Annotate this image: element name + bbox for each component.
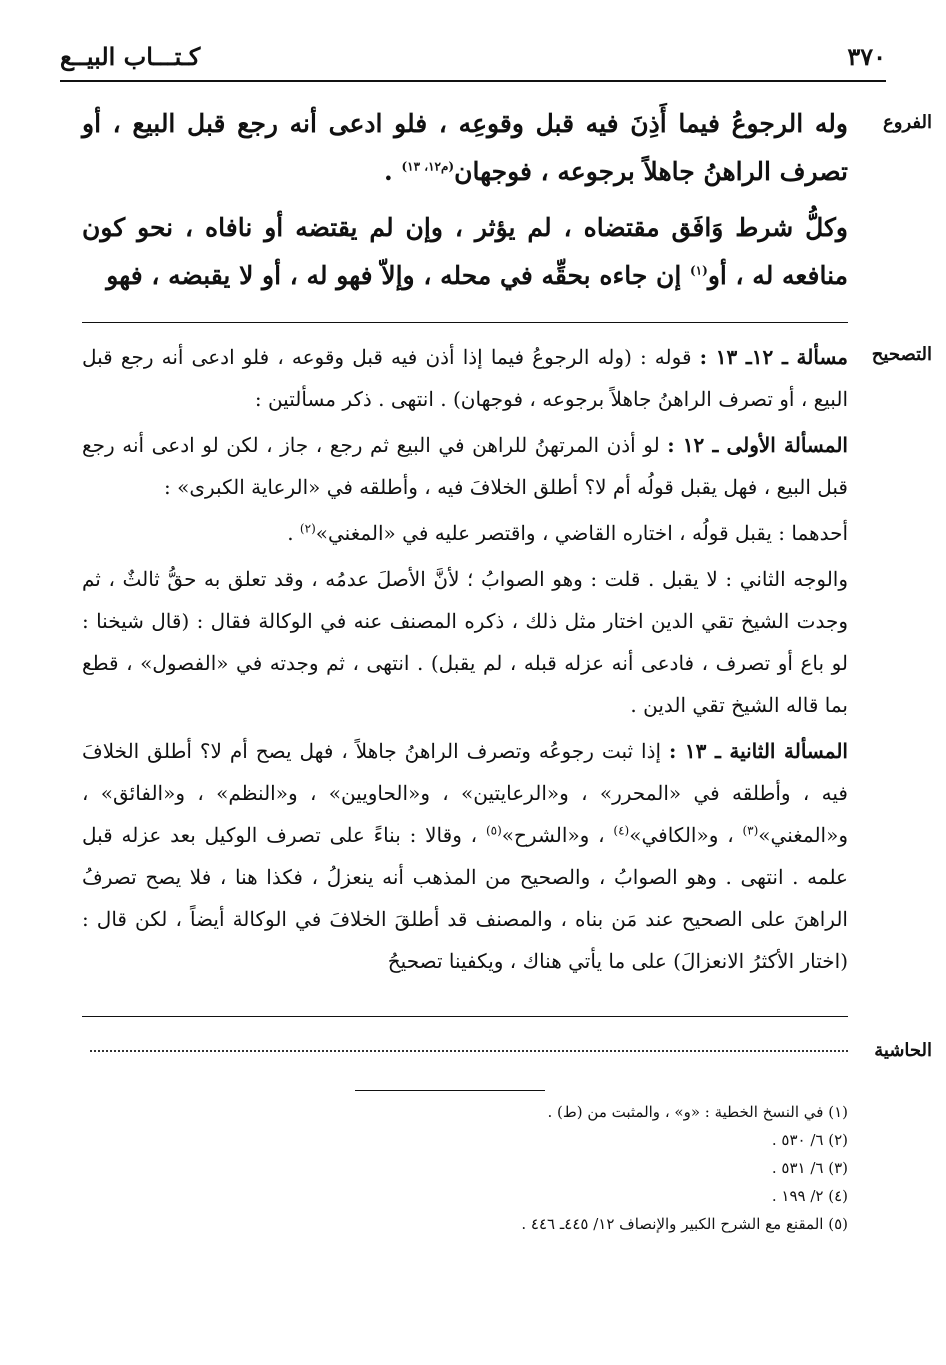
second-issue: المسألة الثانية ـ ١٣ : إذا ثبت رجوعُه وتصرف الراهنُ جاهلاً ، فهل يصح أم لا؟ أطلق الخلافَ فيه ، وأطلقه في «المحرر» ، و«الرعايتين» ، و«الحاويين» ، و«النظم» ، و«الفائق» ، و«المغني»$^{(٣)}$ ، و«الكافي»$^{(٤)}$ ، و«الشرح»$^{(٥)}$ ، وقالا : بناءً على تصرف الوكيل بعد عزله قبل علمه . انتهى . وهو الصوابُ ، والصحيح من المذهب أنه ينعزلُ ، فكذا هنا ، فلا يصح تصرفُ الراهنَ على الصحيح عند مَن بناه ، والمصنف قد أطلقَ الخلافَ في الوكالة أيضاً ، لكن قال : (اختار الأكثرُ الانعزالَ) على ما يأتي هناك ، ويكفينا تصحيحُ [82,739,848,973]
margin-label-hashiya: الحاشية [874,1040,932,1061]
footnote-ref-3: (٣) [742,823,759,838]
footnote-ref-2: (٢) [299,521,316,536]
furu-section [82,100,848,300]
footnotes [200,1098,848,1238]
header-rule [60,80,886,82]
first-issue-heading: المسألة الأولى ـ ١٢ : [667,433,848,457]
second-issue-heading: المسألة الثانية ـ ١٣ : [668,739,848,763]
second-opinion: والوجه الثاني : لا يقبل . قلت : وهو الصوابُ ؛ لأنَّ الأصلَ عدمُه ، وقد تعلق به حقُّ ثالثٌ ، ثم وجدت الشيخ تقي الدين اختار مثل ذلك ، ذكره المصنف عنه في الوكالة فقال : (قال شيخنا : لو باع أو تصرف ، فادعى أنه عزله قبله ، لم يقبل) . انتهى ، ثم وجدته في «الفصول» ، قطع بما قاله الشيخ تقي الدين . [82,567,848,717]
margin-label-tashih: التصحيح [871,344,932,365]
footnote-rule [355,1090,545,1091]
hashiya-dotted-line [90,1050,848,1052]
first-issue: المسألة الأولى ـ ١٢ : لو أذن المرتهنُ للراهن في البيع ثم رجع ، جاز ، لكن لو ادعى أنه رجع قبل البيع ، فهل يقبل قولُه أم لا؟ أطلق الخلافَ فيه ، وأطلقه في «الرعاية الكبرى» : [82,433,848,499]
section-divider-bottom [82,1016,848,1017]
page-header [60,40,886,76]
book-title: كـتـــاب البيــع [60,42,201,71]
furu-paragraph-1: وله الرجوعُ فيما أَذِنَ فيه قبل وقوعِه ، فلو ادعى أنه رجع قبل البيع ، أو تصرف الراهنُ جاهلاً برجوعه ، فوجهان$^{(م١٢، ١٣)}$ . [82,109,848,186]
footnote-ref-4: (٤) [613,823,630,838]
footnote-item: (٤) ٢/ ١٩٩ . [771,1187,848,1205]
masala-intro: مسألة ـ ١٢ـ ١٣ : قوله : (وله الرجوعُ فيما إذا أذن فيه قبل وقوعه ، فلو ادعى أنه رجع قبل البيع ، أو تصرف الراهنُ جاهلاً برجوعه ، فوجهان) . انتهى . ذكر مسألتين : [82,345,848,411]
footnote-item: (١) في النسخ الخطية : «و» ، والمثبت من (ط) . [547,1103,848,1121]
footnote-item: (٢) ٦/ ٥٣٠ . [771,1131,848,1149]
footnote-item: (٥) المقنع مع الشرح الكبير والإنصاف ١٢/ ٤٤٥ـ ٤٤٦ . [521,1215,848,1233]
footnote-ref-5: (٥) [485,823,502,838]
masala-heading: مسألة ـ ١٢ـ ١٣ : [699,345,848,369]
first-opinion: أحدهما : يقبل قولُه ، اختاره القاضي ، واقتصر عليه في «المغني»$^{(٢)}$ . [287,521,848,545]
tashih-section [82,336,848,982]
furu-ref: (م١٢، ١٣) [401,159,455,174]
furu-paragraph-2: وكلُّ شرط وَافَق مقتضاه ، لم يؤثر ، وإن لم يقتضه أو نافاه ، نحو كون منافعه له ، أو$^{(١)}$ إن جاءه بحقِّه في محله ، وإلاّ فهو له ، أو لا يقبضه ، فهو [82,213,848,290]
section-divider [82,322,848,323]
page-number: ٣٧٠ [847,42,886,71]
footnote-ref-1: (١) [689,263,708,278]
margin-label-furu: الفروع [883,112,932,133]
footnote-item: (٣) ٦/ ٥٣١ . [771,1159,848,1177]
